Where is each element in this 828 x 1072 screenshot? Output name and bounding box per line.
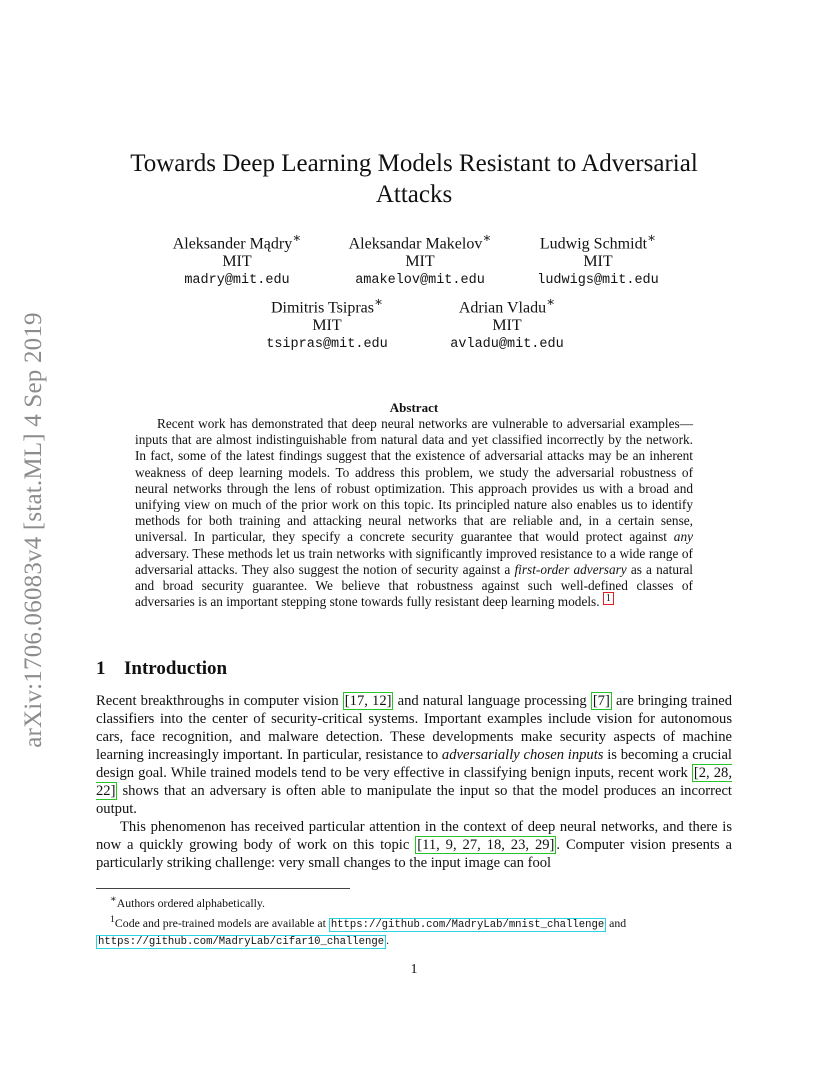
footnotes [96, 892, 732, 951]
author-mark: ∗ [373, 294, 384, 309]
page-number: 1 [410, 962, 418, 977]
section-title: Introduction [124, 658, 228, 679]
author-mark: ∗ [546, 294, 556, 309]
footnote-link[interactable]: 1 [603, 592, 614, 605]
footnote: ∗Authors ordered alphabetically. [110, 894, 265, 910]
section-number: 1 [96, 658, 106, 679]
author-name: Aleksander Mądry [172, 235, 293, 253]
author-block [402, 293, 612, 355]
author-affiliation: MIT [583, 253, 613, 271]
author-email: tsipras@mit.edu [266, 337, 388, 353]
author-mark: ∗ [647, 230, 657, 245]
abstract-heading: Abstract [389, 400, 439, 415]
author-name: Aleksandar Makelov [348, 235, 483, 253]
arxiv-sidebar-stamp [14, 290, 54, 770]
author-name: Ludwig Schmidt [539, 235, 648, 253]
citation-link[interactable]: [11, 9, 27, 18, 23, 29] [417, 837, 555, 853]
author-affiliation: MIT [222, 253, 252, 271]
author-block [493, 229, 703, 291]
abstract-text: Recent work has demonstrated that deep neural networks are vulnerable to adversarial examples—inputs that are almost indistinguishable from natural data and yet classified incorrectly by the network. In fact, some of the latest findings suggest that the existence of adversarial attacks may be an inherent weakness of deep learning models. To address this problem, we study the adversarial robustness of neural networks through the lens of robust optimization. This approach provides us with a broad and unifying view on much of the prior work on this topic. Its principled nature also enables us to identify methods for both training and attacking neural networks that are reliable and, in a certain sense, universal. In particular, they specify a concrete security guarantee that would protect against any adversary. These methods let us train networks with significantly improved resistance to a wide range of adversarial attacks. They also suggest the notion of security against a first-order adversary as a natural and broad security guarantee. We believe that robustness against such well-defined classes of adversaries is an important stepping stone towards fully resistant deep learning models. $^1$ [135, 416, 693, 610]
author-affiliation: MIT [405, 253, 435, 271]
author-name: Adrian Vladu [458, 299, 547, 317]
author-block [222, 293, 432, 355]
cifar10-repo-link[interactable]: https://github.com/MadryLab/cifar10_challenge [98, 935, 385, 948]
citation-link[interactable]: [2, 28, 22] [96, 765, 732, 799]
author-mark: ∗ [292, 230, 302, 245]
intro-paragraph: Recent breakthroughs in computer vision [17, 12] and natural language processing [7] are bringing trained classifiers into the center of security-critical systems. Important examples include vision for autonomous cars, face recognition, and malware detection. These developments make security aspects of machine learning increasingly important. In particular, resistance to adversarially chosen inputs is becoming a crucial design goal. While trained models tend to be very effective in classifying benign inputs, recent work [2, 28, 22] shows that an adversary is often able to manipulate the input so that the model produces an incorrect output. [96, 693, 733, 817]
author-block [132, 229, 342, 291]
footnote: $^1$Code and pre-trained models are available at https://github.com/MadryLab/mnist_challenge and https://github.com/MadryLab/cifar10_challenge . [98, 913, 627, 948]
arxiv-identifier: arXiv:1706.06083v4 [stat.ML] 4 Sep 2019 [20, 312, 47, 748]
author-email: amakelov@mit.edu [355, 273, 485, 289]
author-name: Dimitris Tsipras [270, 299, 374, 317]
author-affiliation: MIT [312, 317, 342, 335]
author-email: avladu@mit.edu [450, 337, 564, 353]
paper-title: Towards Deep Learning Models Resistant to Adversarial Attacks [130, 150, 698, 208]
citation-link[interactable]: [7] [592, 693, 610, 709]
intro-body [96, 692, 732, 872]
author-email: madry@mit.edu [184, 273, 290, 289]
section-heading [96, 658, 227, 680]
author-affiliation: MIT [492, 317, 522, 335]
mnist-repo-link[interactable]: https://github.com/MadryLab/mnist_challenge [330, 918, 605, 931]
intro-paragraph: This phenomenon has received particular attention in the context of deep neural networks, and there is now a quickly growing body of work on this topic [11, 9, 27, 18, 23, 29] . Computer vision presents a particularly striking challenge: very small changes to the input image can fool [96, 819, 732, 871]
footnote-divider [96, 888, 350, 889]
author-mark: ∗ [482, 230, 492, 245]
citation-link[interactable]: [17, 12] [344, 693, 392, 709]
author-email: ludwigs@mit.edu [537, 273, 659, 289]
